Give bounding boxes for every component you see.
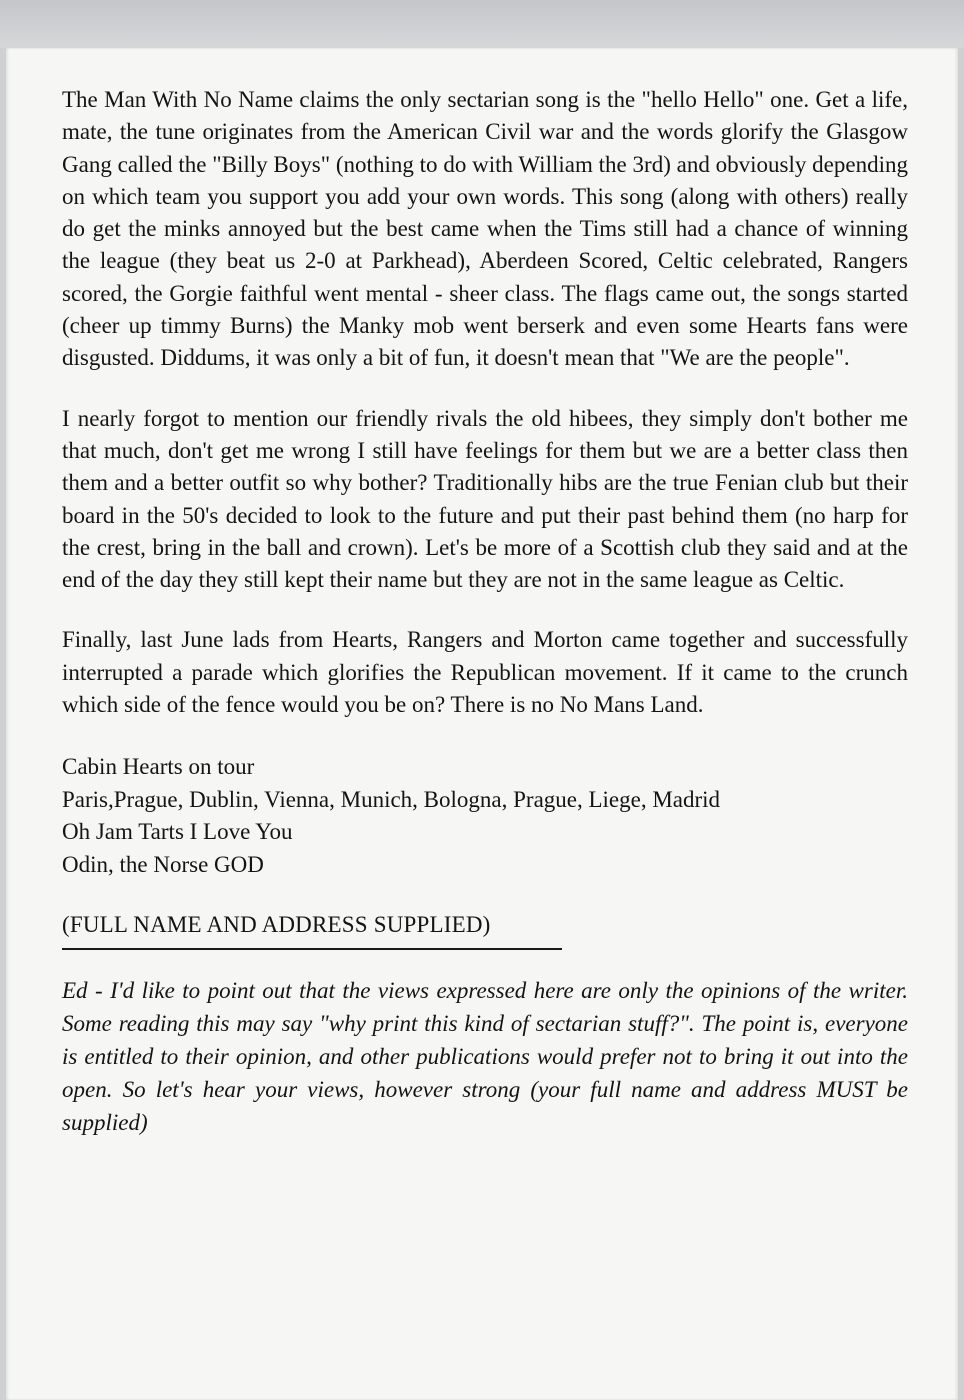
signoff-block	[62, 751, 908, 881]
signoff-line: Paris,Prague, Dublin, Vienna, Munich, Bologna, Prague, Liege, Madrid	[62, 786, 721, 812]
signoff-line: Oh Jam Tarts I Love You	[62, 819, 293, 845]
scan-background	[0, 0, 964, 48]
letter-paragraph-3: Finally, last June lads from Hearts, Rangers and Morton came together and successfully interrupted a parade which glorifies the Republican movement. If it came to the crunch which side of the fence would you be on? There is no No Mans Land.	[62, 627, 908, 718]
signoff-line: Cabin Hearts on tour	[62, 754, 255, 780]
letter-paragraph-1: The Man With No Name claims the only sectarian song is the "hello Hello" one. Get a life, mate, the tune originates from the American Civil war and the words glorify the Glasgow Gang called the "Billy Boys" (nothing to do with William the 3rd) and obviously depending on which team you support you add your own words. This song (along with others) really do get the minks annoyed but the best came when the Tims still had a chance of winning the league (they beat us 2-0 at Parkhead), Aberdeen Scored, Celtic celebrated, Rangers scored, the Gorgie faithful went mental - sheer class. The flags came out, the songs started (cheer up timmy Burns) the Manky mob went berserk and even some Hearts fans were disgusted. Diddums, it was only a bit of fun, it doesn't mean that "We are the people".	[62, 87, 908, 371]
letter-body	[62, 84, 908, 1162]
name-address-supplied: (FULL NAME AND ADDRESS SUPPLIED)	[62, 909, 562, 949]
signoff-line: Odin, the Norse GOD	[62, 851, 264, 877]
document-page	[6, 48, 958, 1400]
editor-note: Ed - I'd like to point out that the views expressed here are only the opinions of the writer. Some reading this may say "why print this kind of sectarian stuff?". The point is, everyone is entitled to their opinion, and other publications would prefer not to bring it out into the open. So let's hear your views, however strong (your full name and address MUST be supplied)	[62, 977, 908, 1135]
letter-paragraph-2: I nearly forgot to mention our friendly rivals the old hibees, they simply don't bother me that much, don't get me wrong I still have feelings for them but we are a better class then them and a better outfit so why bother? Traditionally hibs are the true Fenian club but their board in the 50's decided to look to the future and put their past behind them (no harp for the crest, bring in the ball and crown). Let's be more of a Scottish club they said and at the end of the day they still kept their name but they are not in the same league as Celtic.	[62, 405, 908, 593]
